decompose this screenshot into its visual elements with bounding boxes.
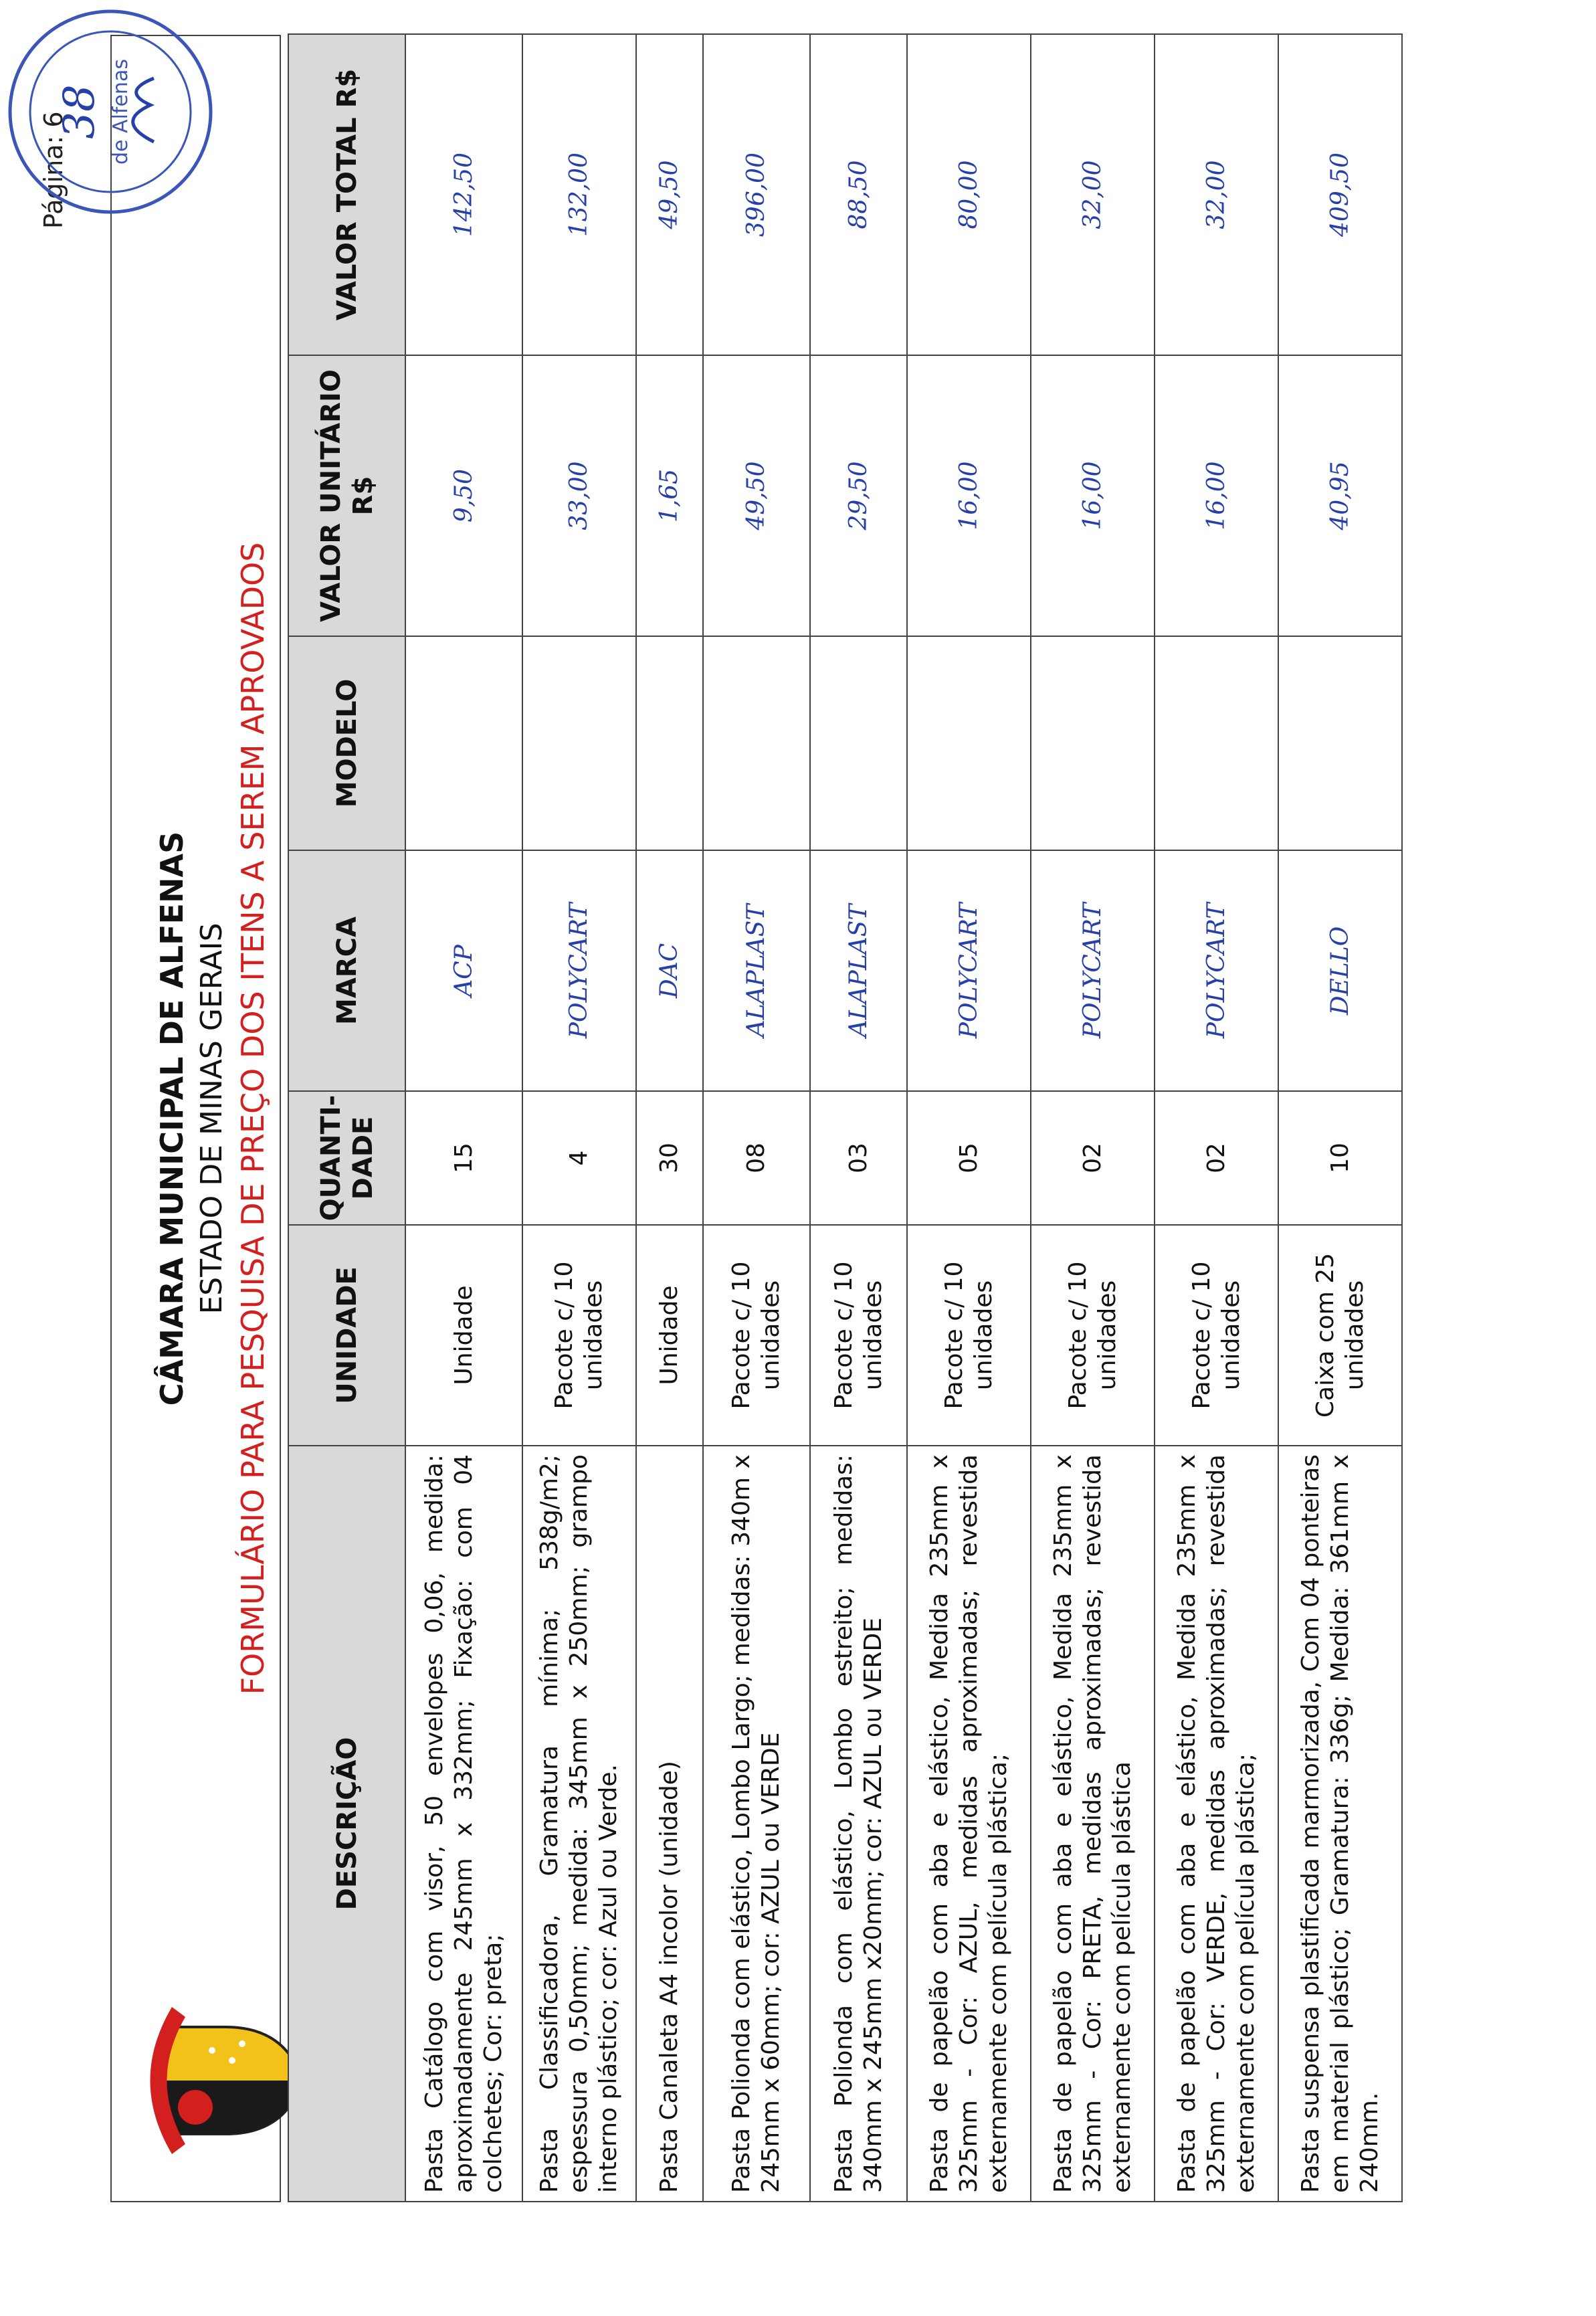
cell-quantidade: 4: [522, 1091, 636, 1225]
cell-quantidade: 02: [1155, 1091, 1278, 1225]
state-title: ESTADO DE MINAS GERAIS: [195, 923, 229, 1315]
cell-modelo: [1155, 636, 1278, 850]
cell-modelo: [907, 636, 1031, 850]
table-row: [636, 34, 703, 2202]
cell-marca: DAC: [636, 850, 703, 1091]
col-valor-total: VALOR TOTAL R$: [288, 34, 405, 355]
cell-modelo: [1031, 636, 1155, 850]
cell-marca: ALAPLAST: [810, 850, 907, 1091]
cell-modelo: [810, 636, 907, 850]
cell-descricao: Pasta de papelão com aba e elástico, Medida 235mm x 325mm - Cor: PRETA, medidas aproximadas; revestida externamente com película plástica: [1031, 1446, 1155, 2202]
official-stamp-icon: [0, 1, 221, 222]
cell-unidade: Pacote c/ 10 unidades: [1155, 1225, 1278, 1446]
cell-descricao: Pasta de papelão com aba e elástico, Medida 235mm x 325mm - Cor: AZUL, medidas aproximadas; revestida externamente com película plástica;: [907, 1446, 1031, 2202]
cell-unidade: Pacote c/ 10 unidades: [1031, 1225, 1155, 1446]
cell-marca: POLYCART: [522, 850, 636, 1091]
price-table: [288, 33, 1403, 2202]
cell-quantidade: 10: [1278, 1091, 1402, 1225]
cell-valor-unitario: 40,95: [1278, 355, 1402, 636]
cell-modelo: [703, 636, 810, 850]
cell-unidade: Caixa com 25 unidades: [1278, 1225, 1402, 1446]
table-row: [810, 34, 907, 2202]
cell-descricao: Pasta de papelão com aba e elástico, Medida 235mm x 325mm - Cor: VERDE, medidas aproximadas; revestida externamente com película plástica;: [1155, 1446, 1278, 2202]
cell-valor-total: 49,50: [636, 34, 703, 355]
cell-marca: ACP: [405, 850, 522, 1091]
cell-quantidade: 02: [1031, 1091, 1155, 1225]
col-valor-unitario: VALOR UNITÁRIO R$: [288, 355, 405, 636]
cell-unidade: Unidade: [405, 1225, 522, 1446]
cell-unidade: Pacote c/ 10 unidades: [522, 1225, 636, 1446]
cell-descricao: Pasta suspensa plastificada marmorizada, Com 04 ponteiras em material plástico; Gramatura: 336g; Medida: 361mm x 240mm.: [1278, 1446, 1402, 2202]
cell-valor-unitario: 16,00: [1155, 355, 1278, 636]
table-row: [1278, 34, 1402, 2202]
stamp-city: de Alfenas: [109, 59, 132, 165]
cell-valor-total: 396,00: [703, 34, 810, 355]
page-number: Página: 6: [39, 111, 68, 229]
cell-valor-total: 142,50: [405, 34, 522, 355]
cell-valor-unitario: 33,00: [522, 355, 636, 636]
table-row: [907, 34, 1031, 2202]
cell-valor-unitario: 1,65: [636, 355, 703, 636]
cell-modelo: [1278, 636, 1402, 850]
cell-marca: POLYCART: [907, 850, 1031, 1091]
cell-valor-total: 32,00: [1155, 34, 1278, 355]
institution-title: CÂMARA MUNICIPAL DE ALFENAS: [154, 831, 190, 1406]
cell-modelo: [522, 636, 636, 850]
table-row: [405, 34, 522, 2202]
cell-unidade: Pacote c/ 10 unidades: [810, 1225, 907, 1446]
cell-quantidade: 30: [636, 1091, 703, 1225]
stamp-number: 38: [55, 84, 104, 139]
cell-descricao: Pasta Polionda com elástico, Lombo estreito; medidas: 340mm x 245mm x20mm; cor: AZUL ou VERDE: [810, 1446, 907, 2202]
cell-marca: POLYCART: [1031, 850, 1155, 1091]
cell-valor-total: 32,00: [1031, 34, 1155, 355]
col-descricao: DESCRIÇÃO: [288, 1446, 405, 2202]
col-unidade: UNIDADE: [288, 1225, 405, 1446]
cell-valor-total: 88,50: [810, 34, 907, 355]
document-header: [110, 35, 281, 2202]
cell-marca: POLYCART: [1155, 850, 1278, 1091]
table-row: [703, 34, 810, 2202]
cell-valor-unitario: 16,00: [907, 355, 1031, 636]
cell-valor-unitario: 9,50: [405, 355, 522, 636]
table-row: [522, 34, 636, 2202]
col-quantidade: QUANTI-DADE: [288, 1091, 405, 1225]
cell-descricao: Pasta Catálogo com visor, 50 envelopes 0,06, medida: aproximadamente 245mm x 332mm; Fixação: com 04 colchetes; Cor: preta;: [405, 1446, 522, 2202]
cell-valor-total: 409,50: [1278, 34, 1402, 355]
cell-valor-unitario: 29,50: [810, 355, 907, 636]
cell-quantidade: 08: [703, 1091, 810, 1225]
cell-descricao: Pasta Classificadora, Gramatura mínima; 538g/m2; espessura 0,50mm; medida: 345mm x 250mm; grampo interno plástico; cor: Azul ou Verde.: [522, 1446, 636, 2202]
cell-modelo: [405, 636, 522, 850]
cell-marca: ALAPLAST: [703, 850, 810, 1091]
cell-valor-unitario: 49,50: [703, 355, 810, 636]
cell-unidade: Pacote c/ 10 unidades: [703, 1225, 810, 1446]
cell-modelo: [636, 636, 703, 850]
cell-marca: DELLO: [1278, 850, 1402, 1091]
cell-quantidade: 05: [907, 1091, 1031, 1225]
cell-quantidade: 15: [405, 1091, 522, 1225]
cell-valor-total: 80,00: [907, 34, 1031, 355]
col-marca: MARCA: [288, 850, 405, 1091]
cell-quantidade: 03: [810, 1091, 907, 1225]
table-header-row: [288, 34, 405, 2202]
cell-valor-total: 132,00: [522, 34, 636, 355]
cell-valor-unitario: 16,00: [1031, 355, 1155, 636]
table-row: [1031, 34, 1155, 2202]
cell-unidade: Pacote c/ 10 unidades: [907, 1225, 1031, 1446]
cell-unidade: Unidade: [636, 1225, 703, 1446]
col-modelo: MODELO: [288, 636, 405, 850]
form-title: FORMULÁRIO PARA PESQUISA DE PREÇO DOS ITENS A SEREM APROVADOS: [235, 542, 271, 1695]
table-row: [1155, 34, 1278, 2202]
cell-descricao: Pasta Canaleta A4 incolor (unidade): [636, 1446, 703, 2202]
cell-descricao: Pasta Polionda com elástico, Lombo Largo; medidas: 340m x 245mm x 60mm; cor: AZUL ou VERDE: [703, 1446, 810, 2202]
